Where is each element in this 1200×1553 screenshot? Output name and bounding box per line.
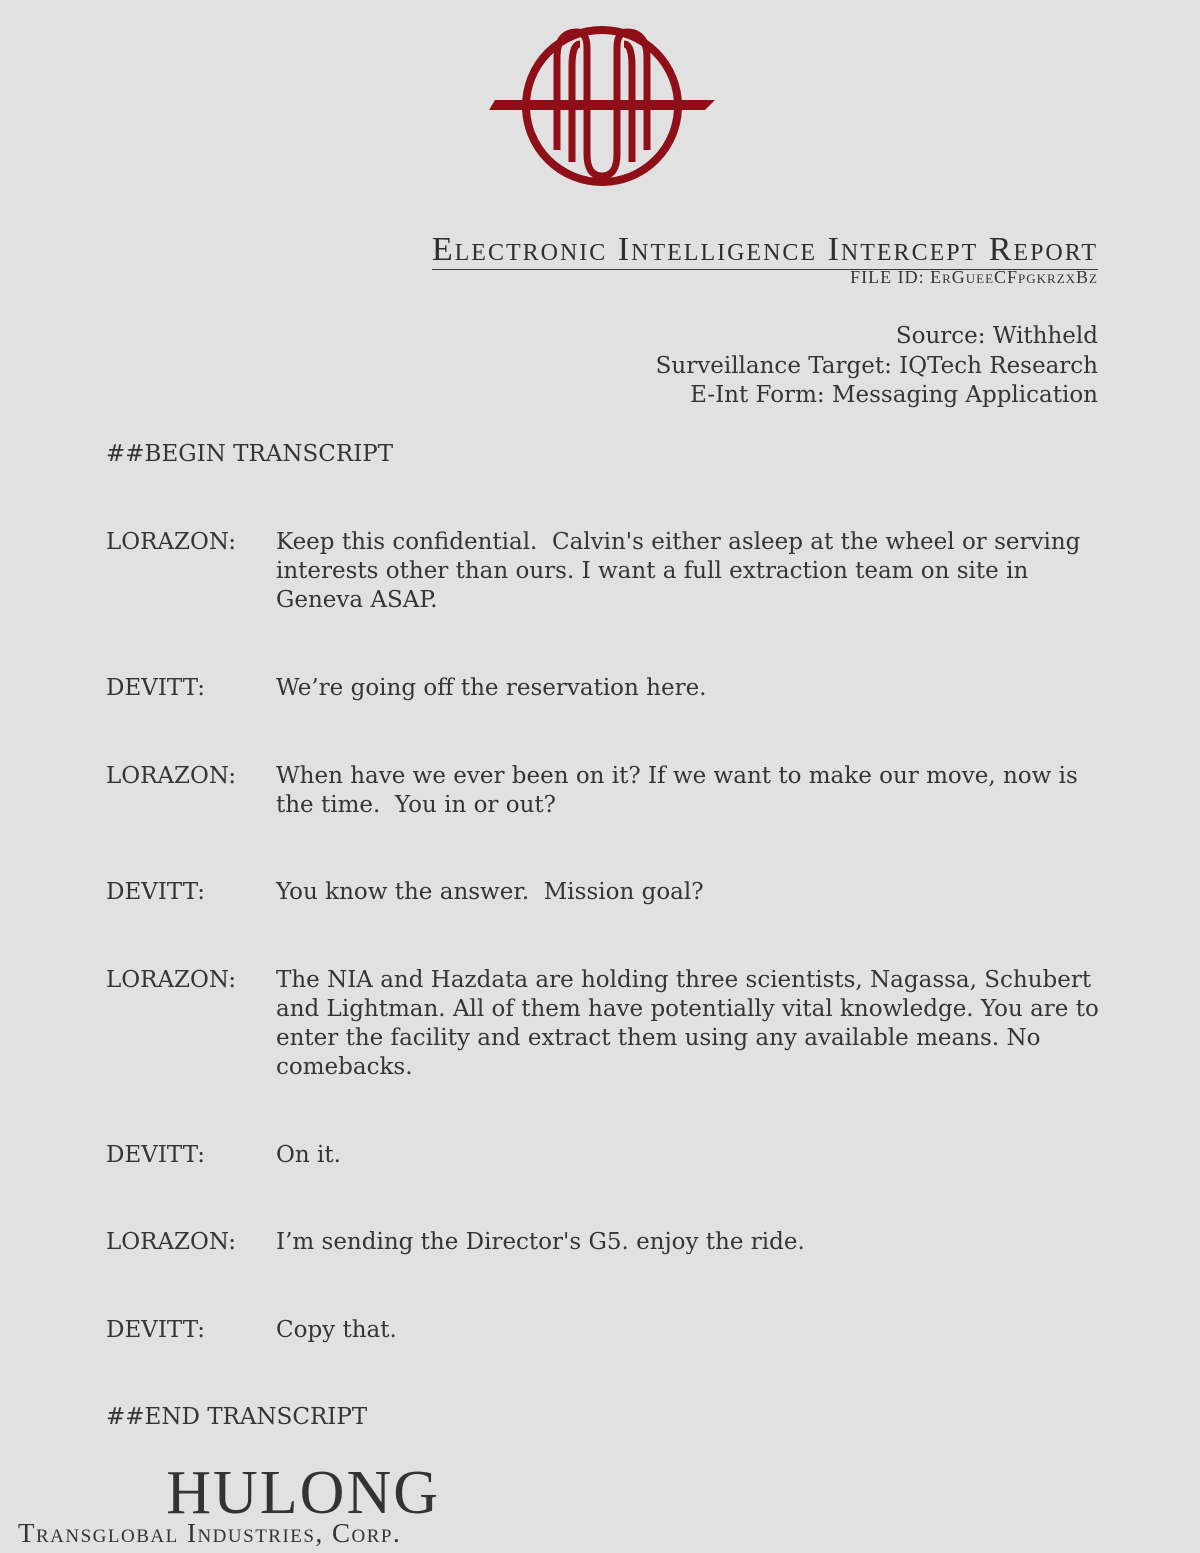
logo-crossbar [489, 100, 715, 110]
brand-name: HULONG [166, 1459, 440, 1527]
meta-source: Source: Withheld [895, 323, 1098, 349]
message-text: I’m sending the Director's G5. enjoy the ride. [276, 1229, 805, 1255]
message-text: Keep this confidential. Calvin's either asleep at the wheel or serving interests other than ours. I want a full extraction team on site in Geneva ASAP. [276, 529, 1088, 613]
message-text: Copy that. [276, 1317, 397, 1343]
message-text: When have we ever been on it? If we want to make our move, now is the time. You in or out? [276, 763, 1086, 818]
message-text: On it. [276, 1142, 341, 1168]
transcript-end: ##END TRANSCRIPT [106, 1404, 368, 1430]
message-text: The NIA and Hazdata are holding three scientists, Nagassa, Schubert and Lightman. All of them have potentially vital knowledge. You are to enter the facility and extract them using any available means. No comebacks. [276, 967, 1107, 1080]
report-title: Electronic Intelligence Intercept Report [431, 231, 1098, 268]
speaker-name: LORAZON: [106, 967, 236, 993]
speaker-name: LORAZON: [106, 1229, 236, 1255]
message-text: We’re going off the reservation here. [276, 675, 707, 701]
file-id: FILE ID: ErGueeCFpgkrzxBz [850, 267, 1098, 287]
speaker-name: LORAZON: [106, 529, 236, 555]
speaker-name: DEVITT: [106, 1142, 205, 1168]
speaker-name: LORAZON: [106, 763, 236, 789]
message-text: You know the answer. Mission goal? [276, 879, 704, 905]
meta-form: E-Int Form: Messaging Application [690, 382, 1098, 408]
report-meta [656, 322, 1098, 411]
hulong-logo [487, 26, 717, 188]
transcript-begin: ##BEGIN TRANSCRIPT [106, 441, 394, 467]
speaker-name: DEVITT: [106, 1317, 205, 1343]
speaker-name: DEVITT: [106, 675, 205, 701]
brand-subtitle: Transglobal Industries, Corp. [18, 1518, 402, 1548]
meta-target: Surveillance Target: IQTech Research [655, 352, 1098, 379]
speaker-name: DEVITT: [106, 879, 205, 905]
